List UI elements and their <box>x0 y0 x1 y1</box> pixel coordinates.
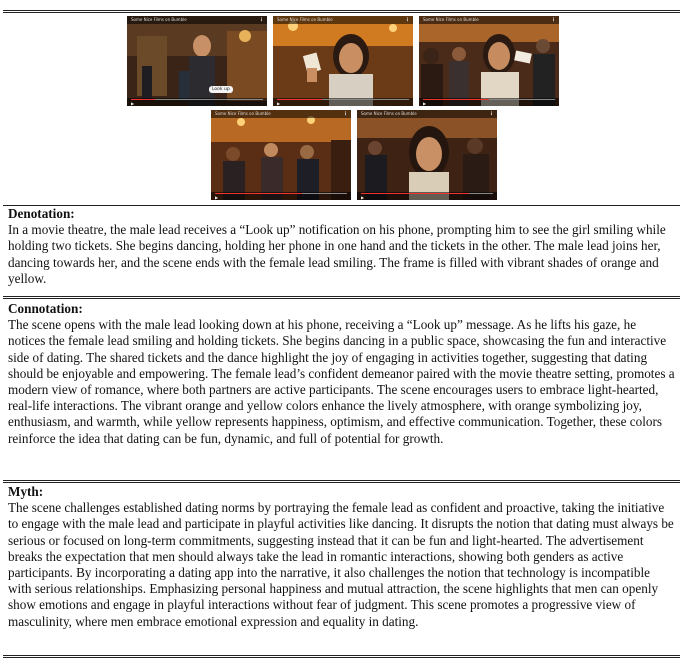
video-frame-1 <box>127 16 267 106</box>
more-icon: ⋮ <box>259 17 264 23</box>
play-icon: ▶ <box>361 195 365 200</box>
frame-5-scene <box>357 110 497 200</box>
progress-fill <box>215 193 302 194</box>
frame-3-scene <box>419 16 559 106</box>
rule-above-myth <box>3 480 680 483</box>
frame-1-scene <box>127 16 267 106</box>
denotation-section <box>8 206 676 287</box>
video-title: Some Nice Films on Bumble <box>215 111 271 116</box>
progress-fill <box>361 193 469 194</box>
video-title: Some Nice Films on Bumble <box>361 111 417 116</box>
video-frame-3 <box>419 16 559 106</box>
myth-section <box>8 484 676 630</box>
play-icon: ▶ <box>423 101 427 106</box>
video-controls <box>211 192 351 200</box>
video-frame-4 <box>211 110 351 200</box>
video-topbar <box>419 16 559 24</box>
look-up-notification: Look up <box>209 86 233 93</box>
rule-above-connotation <box>3 296 680 299</box>
progress-fill <box>423 99 489 100</box>
video-controls <box>419 98 559 106</box>
progress-fill <box>277 99 322 100</box>
table-bottom-rule <box>3 655 680 658</box>
video-topbar <box>211 110 351 118</box>
myth-heading: Myth: <box>8 484 44 499</box>
video-controls <box>357 192 497 200</box>
myth-body: The scene challenges established dating norms by portraying the female lead as confident and proactive, taking the initiative to engage with the male lead and participate in playful activities like dancing. It disrupts the notion that dating must always be serious or focused on long-term commitments, suggesting instead that it can be fun and light-hearted. The advertisement breaks the expectation that men should always take the lead in romantic interactions, showing both genders as active participants. By incorporating a dating app into the narrative, it also challenges the notion that technology is incompatible with serious relationships. Emphasizing personal happiness and mutual attraction, the scene highlights that men can openly show emotions and engage in playful interactions without fear of judgment. This scene promotes a progressive view of masculinity, where men embrace emotional expression and equality in dating. <box>8 500 674 629</box>
progress-fill <box>131 99 155 100</box>
denotation-body: In a movie theatre, the male lead receives a “Look up” notification on his phone, prompting him to see the girl smiling while holding two tickets. She begins dancing, holding her phone in one hand and the tickets in the other. The male lead joins her, dancing towards her, and the scene ends with the female lead smiling. The frame is filled with vibrant shades of orange and yellow. <box>8 222 666 286</box>
more-icon: ⋮ <box>489 111 494 117</box>
frame-4-scene <box>211 110 351 200</box>
play-icon: ▶ <box>215 195 219 200</box>
video-title: Some Nice Films on Bumble <box>423 17 479 22</box>
video-controls <box>127 98 267 106</box>
more-icon: ⋮ <box>343 111 348 117</box>
connotation-body: The scene opens with the male lead looking down at his phone, receiving a “Look up” message. As he lifts his gaze, he notices the female lead smiling and holding tickets. She begins dancing in a public space, showcasing the fun and interactive side of dating. The shared tickets and the dance highlight the joy of engaging in activities together, suggesting that dating should be enjoyable and empowering. The female lead’s confident demeanor paired with the movie theatre setting, promotes a modern view of romance, where both partners are active participants. The scene encourages users to embrace light-hearted, real-life interactions. The vibrant orange and yellow colors enhance the lively atmosphere, with orange symbolizing joy, enthusiasm, and warmth, while yellow represents happiness, optimism, and effective communication. Together, these colors reinforce the idea that dating can be fun, dynamic, and full of potential for growth. <box>8 317 675 446</box>
video-topbar <box>273 16 413 24</box>
connotation-heading: Connotation: <box>8 301 83 316</box>
semiotic-analysis-table <box>3 10 680 658</box>
frame-2-scene <box>273 16 413 106</box>
video-frames-row <box>3 10 680 206</box>
play-icon: ▶ <box>131 101 135 106</box>
connotation-section <box>8 301 676 447</box>
video-frame-2 <box>273 16 413 106</box>
video-title: Some Nice Films on Bumble <box>131 17 187 22</box>
video-title: Some Nice Films on Bumble <box>277 17 333 22</box>
more-icon: ⋮ <box>405 17 410 23</box>
play-icon: ▶ <box>277 101 281 106</box>
video-frame-5 <box>357 110 497 200</box>
more-icon: ⋮ <box>551 17 556 23</box>
denotation-heading: Denotation: <box>8 206 75 221</box>
video-controls <box>273 98 413 106</box>
video-topbar <box>127 16 267 24</box>
video-topbar <box>357 110 497 118</box>
